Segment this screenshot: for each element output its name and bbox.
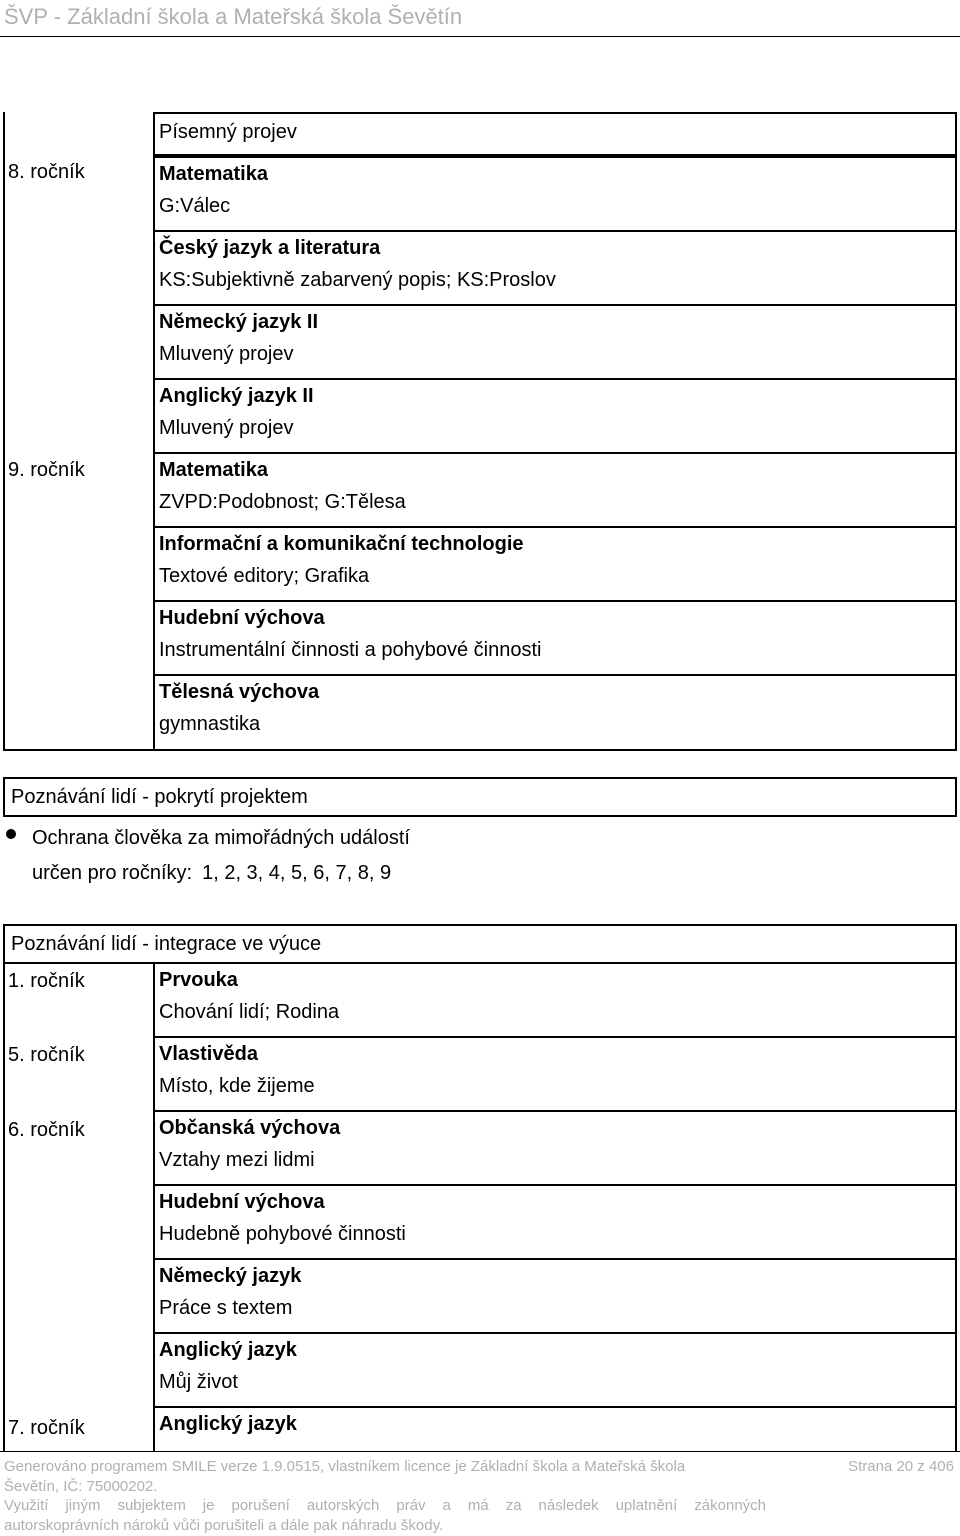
- subject-name: Tělesná výchova: [159, 681, 320, 703]
- coverage-title: Poznávání lidí - pokrytí projektem: [3, 777, 957, 817]
- table-cell: [153, 156, 957, 232]
- table-cell: [153, 600, 957, 676]
- topic-text: Textové editory; Grafika: [159, 565, 370, 587]
- table-cell: [153, 1332, 957, 1408]
- table-cell: [153, 526, 957, 602]
- table-cell: [153, 230, 957, 306]
- grade-label: 5. ročník: [8, 1044, 85, 1066]
- table-left-border: [3, 962, 5, 1451]
- footer-divider: [0, 1451, 960, 1452]
- topic-text: Práce s textem: [159, 1297, 293, 1319]
- topic-text: ZVPD:Podobnost; G:Tělesa: [159, 491, 406, 513]
- document-header: ŠVP - Základní škola a Mateřská škola Ševětín: [4, 4, 463, 29]
- table-cell: [153, 378, 957, 454]
- subject-name: Anglický jazyk: [159, 1339, 297, 1361]
- subject-name: Matematika: [159, 163, 268, 185]
- topic-text: Písemný projev: [159, 121, 297, 143]
- subject-name: Hudební výchova: [159, 1191, 325, 1213]
- subject-name: Prvouka: [159, 969, 238, 991]
- bullet-icon: [6, 829, 16, 839]
- topic-text: Chování lidí; Rodina: [159, 1001, 340, 1023]
- topic-text: G:Válec: [159, 195, 231, 217]
- subject-name: Německý jazyk II: [159, 311, 318, 333]
- topic-text: KS:Subjektivně zabarvený popis; KS:Proslov: [159, 269, 556, 291]
- subject-name: Anglický jazyk II: [159, 385, 314, 407]
- years-label: určen pro ročníky:: [32, 862, 193, 884]
- integration-title: Poznávání lidí - integrace ve výuce: [3, 924, 957, 964]
- table-cell: [153, 1406, 957, 1451]
- footer-copyright: [4, 1496, 766, 1516]
- coverage-years: [32, 861, 391, 885]
- topic-text: gymnastika: [159, 713, 261, 735]
- topic-text: Mluvený projev: [159, 417, 294, 439]
- table-cell: [153, 674, 957, 751]
- subject-name: Hudební výchova: [159, 607, 325, 629]
- grade-label: 6. ročník: [8, 1119, 85, 1141]
- topic-text: Vztahy mezi lidmi: [159, 1149, 315, 1171]
- table-cell: [153, 112, 957, 156]
- subject-name: Anglický jazyk: [159, 1413, 297, 1435]
- table-cell: [153, 1036, 957, 1112]
- subject-name: Německý jazyk: [159, 1265, 302, 1287]
- table-cell: [153, 1110, 957, 1186]
- topic-text: Mluvený projev: [159, 343, 294, 365]
- years-values: 1, 2, 3, 4, 5, 6, 7, 8, 9: [202, 862, 392, 884]
- table-cell: [153, 304, 957, 380]
- topic-text: Můj život: [159, 1371, 238, 1393]
- header-divider: [0, 36, 960, 37]
- footer-generated: Generováno programem SMILE verze 1.9.0515, vlastníkem licence je Základní škola a Mateřská škola: [4, 1458, 686, 1475]
- grade-label: 8. ročník: [8, 161, 85, 183]
- footer-licensee: Ševětín, IČ: 75000202.: [4, 1478, 158, 1495]
- table-left-border: [3, 112, 5, 751]
- grade-label: 1. ročník: [8, 970, 85, 992]
- table-cell: [153, 962, 957, 1038]
- table-cell: [153, 1184, 957, 1260]
- table-cell: [153, 1258, 957, 1334]
- footer-copyright-line: Využití jiným subjektem je porušení autorských práv a má za následek uplatnění zákonných: [4, 1497, 766, 1514]
- topic-text: Instrumentální činnosti a pohybové činnosti: [159, 639, 542, 661]
- topic-text: Místo, kde žijeme: [159, 1075, 315, 1097]
- subject-name: Vlastivěda: [159, 1043, 258, 1065]
- subject-name: Informační a komunikační technologie: [159, 533, 524, 555]
- table-cell: [153, 452, 957, 528]
- footer-copyright-end: autorskoprávních nároků vůči porušiteli a dále pak náhradu škody.: [4, 1517, 444, 1534]
- subject-name: Český jazyk a literatura: [159, 237, 381, 259]
- subject-name: Matematika: [159, 459, 268, 481]
- subject-name: Občanská výchova: [159, 1117, 341, 1139]
- page-number: Strana 20 z 406: [848, 1458, 954, 1475]
- coverage-item: Ochrana člověka za mimořádných událostí: [32, 827, 410, 849]
- grade-label: 9. ročník: [8, 459, 85, 481]
- topic-text: Hudebně pohybové činnosti: [159, 1223, 406, 1245]
- grade-label: 7. ročník: [8, 1417, 85, 1439]
